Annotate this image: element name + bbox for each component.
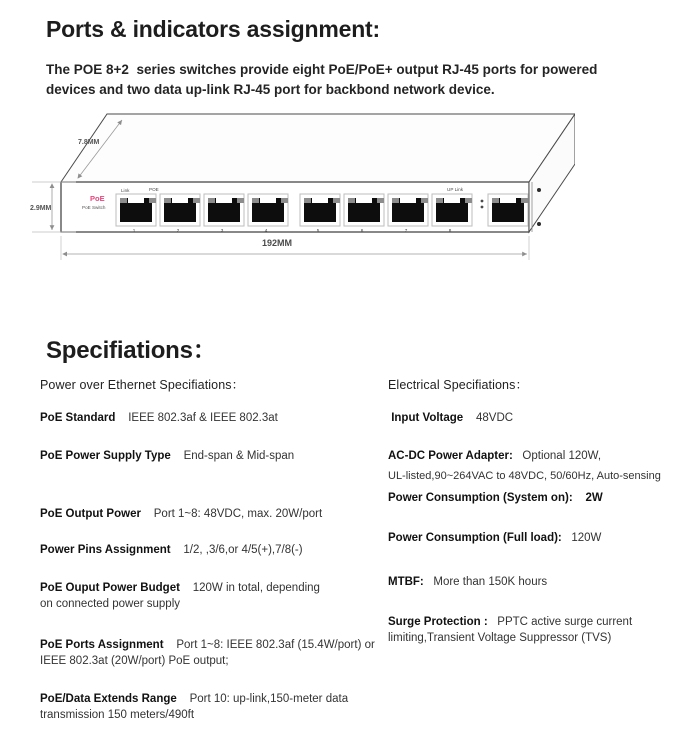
dimension-width: [61, 236, 529, 260]
intro-line2: devices and two data up-link RJ-45 port for backbond network device.: [46, 82, 495, 97]
spec-row-power-consumption-system-on: [388, 490, 688, 506]
port-number: 3: [220, 228, 224, 233]
dimension-width-label: 192MM: [262, 238, 293, 248]
spec-label: PoE Output Power: [40, 508, 141, 520]
spec-row-poe-output-power-budget: [40, 580, 385, 612]
rj45-uplink-port: [488, 194, 528, 226]
spec-label: Input Voltage: [391, 412, 464, 424]
specs-right-heading: Electrical Specifiations：: [388, 378, 529, 392]
specs-column-poe: [40, 375, 385, 740]
spec-subvalue: limiting,Transient Voltage Suppressor (TVS): [388, 632, 612, 644]
spec-label: PoE Ports Assignment: [40, 639, 164, 651]
intro-paragraph: [46, 60, 646, 100]
spec-label: PoE Ouput Power Budget: [40, 582, 180, 594]
device-brand-sub: PoE Switch: [82, 205, 106, 210]
spec-row-power-pins-assignment: [40, 542, 385, 558]
intro-line1-pre: The: [46, 62, 74, 77]
port-number: 8: [448, 228, 452, 233]
spec-row-poe-data-extends-range: [40, 691, 385, 723]
spec-value: End-span & Mid-span: [183, 450, 295, 462]
spec-value: 2W: [585, 492, 603, 504]
spec-row-poe-power-supply-type: [40, 448, 385, 464]
spec-label: Power Pins Assignment: [40, 544, 171, 556]
intro-product-name: POE 8+2: [73, 62, 129, 77]
spec-row-poe-output-power: [40, 506, 385, 522]
spec-subvalue: transmission 150 meters/490ft: [40, 709, 195, 721]
specs-left-heading: Power over Ethernet Specifiations：: [40, 378, 245, 392]
spec-row-poe-standard: [40, 410, 385, 426]
spec-value: Port 1~8: 48VDC, max. 20W/port: [153, 508, 323, 520]
switch-dimension-diagram: [30, 108, 575, 268]
spec-row-ac-dc-power-adapter: [388, 448, 688, 464]
uplink-led-indicator: [481, 206, 484, 209]
spec-value: 1/2, ,3/6,or 4/5(+),7/8(-): [183, 544, 303, 556]
spec-row-poe-ports-assignment: [40, 637, 385, 669]
spec-label: PoE Power Supply Type: [40, 450, 171, 462]
spec-row-mtbf: [388, 574, 688, 590]
spec-label: Power Consumption (System on):: [388, 492, 573, 504]
spec-label: PoE Standard: [40, 412, 116, 424]
spec-row-power-consumption-full-load: [388, 530, 688, 546]
port-number: 7: [404, 228, 408, 233]
port-number: 2: [176, 228, 180, 233]
spec-label: AC-DC Power Adapter:: [388, 450, 513, 462]
dimension-depth-label: 2.9MM: [30, 205, 52, 212]
spec-value: Port 10: up-link,150-meter data: [189, 693, 349, 705]
led-label-link: Link: [121, 188, 130, 193]
port-number: 4: [264, 228, 268, 233]
spec-value: PPTC active surge current: [497, 616, 633, 628]
spec-row-input-voltage: [388, 410, 688, 426]
spec-subvalue: IEEE 802.3at (20W/port) PoE output;: [40, 655, 229, 667]
uplink-group-label: UP Link: [447, 187, 464, 192]
rj45-uplink-port: [532, 194, 572, 226]
port-number: 5: [316, 228, 320, 233]
dimension-height-label: 7.8MM: [78, 139, 100, 146]
spec-value: 48VDC: [475, 412, 514, 424]
led-label-poe: POE: [149, 187, 159, 192]
spec-label: MTBF:: [388, 576, 424, 588]
spec-value: Optional 120W,: [522, 450, 602, 462]
spec-row-surge-protection: [388, 614, 688, 646]
spec-label: Surge Protection :: [388, 616, 488, 628]
intro-line1-post: series switches provide eight PoE/PoE+ output RJ-45 ports for powered: [128, 62, 598, 77]
port-number: 1: [132, 228, 136, 233]
spec-value: Port 1~8: IEEE 802.3af (15.4W/port) or: [176, 639, 375, 651]
spec-value: 120W: [571, 532, 602, 544]
page-title-ports-indicators: Ports & indicators assignment:: [46, 16, 380, 42]
page-title-specifications: Specifiations：: [46, 337, 217, 364]
spec-value: More than 150K hours: [433, 576, 548, 588]
spec-label: Power Consumption (Full load):: [388, 532, 562, 544]
spec-value: 120W in total, depending: [192, 582, 320, 594]
uplink-led-indicator: [481, 200, 484, 203]
port-number: 6: [360, 228, 364, 233]
spec-label: PoE/Data Extends Range: [40, 693, 177, 705]
spec-ul-listing-line: UL-listed,90~264VAC to 48VDC, 50/60Hz, Auto-sensing: [388, 470, 661, 482]
device-brand-poe: PoE: [90, 194, 105, 203]
spec-value: IEEE 802.3af & IEEE 802.3at: [128, 412, 278, 424]
specs-column-electrical: [388, 375, 688, 663]
spec-subvalue: on connected power supply: [40, 598, 181, 610]
